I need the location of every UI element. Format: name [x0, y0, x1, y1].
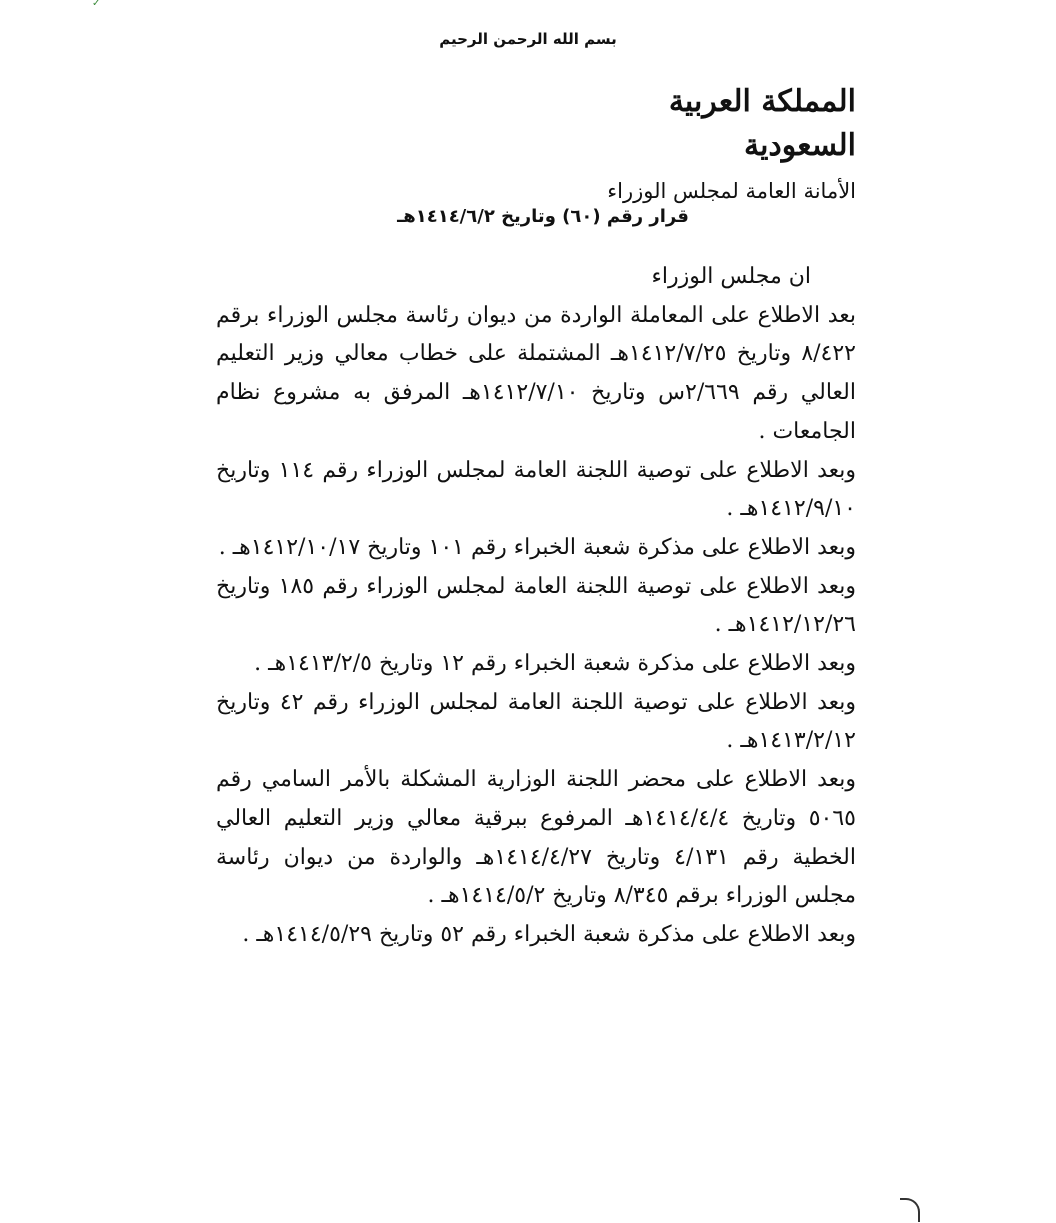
paragraph-6: وبعد الاطلاع على توصية اللجنة العامة لمجلس الوزراء رقم ٤٢ وتاريخ ١٤١٣/٢/١٢هـ . — [216, 689, 856, 754]
paragraph-3: وبعد الاطلاع على مذكرة شعبة الخبراء رقم ١٠١ وتاريخ ١٤١٢/١٠/١٧هـ . — [218, 534, 856, 560]
paragraph-8: وبعد الاطلاع على مذكرة شعبة الخبراء رقم ٥٢ وتاريخ ١٤١٤/٥/٢٩هـ . — [242, 921, 856, 947]
opening-line: ان مجلس الوزراء — [651, 264, 811, 289]
paragraph-5: وبعد الاطلاع على مذكرة شعبة الخبراء رقم ١٢ وتاريخ ١٤١٣/٢/٥هـ . — [254, 651, 856, 677]
decision-body — [216, 258, 856, 955]
basmala: بسم الله الرحمن الرحيم — [439, 30, 617, 48]
kingdom-title: المملكة العربية السعودية — [668, 84, 856, 163]
letterhead — [556, 80, 856, 208]
corner-check-mark: ✓ — [92, 0, 101, 9]
decision-title: قرار رقم (٦٠) وتاريخ ١٤١٤/٦/٢هـ — [397, 206, 689, 227]
paragraph-1: بعد الاطلاع على المعاملة الواردة من ديوان رئاسة مجلس الوزراء برقم ٨/٤٢٢ وتاريخ ١٤١٢/٧/٢٥هـ المشتملة على خطاب معالي وزير التعليم العالي رقم ٢/٦٦٩س وتاريخ ١٤١٢/٧/١٠هـ المرفق به مشروع نظام الجامعات . — [216, 302, 856, 444]
secretariat-title: الأمانة العامة لمجلس الوزراء — [607, 179, 856, 203]
paragraph-7: وبعد الاطلاع على محضر اللجنة الوزارية المشكلة بالأمر السامي رقم ٥٠٦٥ وتاريخ ١٤١٤/٤/٤هـ المرفوع ببرقية معالي وزير التعليم العالي الخطية رقم ٤/١٣١ وتاريخ ١٤١٤/٤/٢٧هـ والواردة من ديوان رئاسة مجلس الوزراء برقم ٨/٣٤٥ وتاريخ ١٤١٤/٥/٢هـ . — [216, 767, 856, 909]
paragraph-2: وبعد الاطلاع على توصية اللجنة العامة لمجلس الوزراء رقم ١١٤ وتاريخ ١٤١٢/٩/١٠هـ . — [216, 457, 856, 522]
paragraph-4: وبعد الاطلاع على توصية اللجنة العامة لمجلس الوزراء رقم ١٨٥ وتاريخ ١٤١٢/١٢/٢٦هـ . — [216, 573, 856, 638]
scan-mark — [900, 1198, 920, 1222]
